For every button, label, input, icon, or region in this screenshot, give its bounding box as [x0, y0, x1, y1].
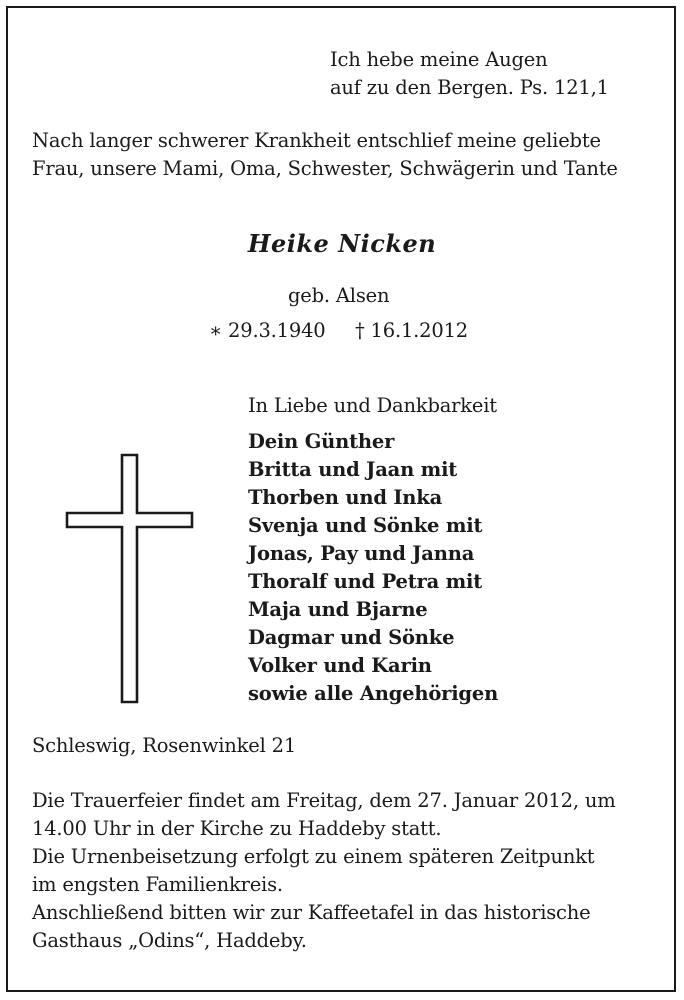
mourner-name: Svenja und Sönke mit: [248, 514, 483, 537]
intro-line-1: Nach langer schwerer Krankheit entschlief meine geliebte: [32, 129, 601, 152]
mourner-name: Jonas, Pay und Janna: [248, 542, 475, 565]
funeral-line-5: Anschließend bitten wir zur Kaffeetafel in das historische: [32, 901, 591, 924]
funeral-line-1: Die Trauerfeier findet am Freitag, dem 27. Januar 2012, um: [32, 789, 616, 812]
funeral-line-6: Gasthaus „Odins“, Haddeby.: [32, 929, 307, 952]
mourners-heading: In Liebe und Dankbarkeit: [248, 394, 497, 417]
mourner-name: Dagmar und Sönke: [248, 626, 455, 649]
mourner-name: Britta und Jaan mit: [248, 458, 458, 481]
mourner-name: sowie alle Angehörigen: [248, 682, 499, 705]
funeral-line-4: im engsten Familienkreis.: [32, 873, 283, 896]
funeral-line-3: Die Urnenbeisetzung erfolgt zu einem späteren Zeitpunkt: [32, 845, 595, 868]
mourner-name: Dein Günther: [248, 430, 395, 453]
funeral-line-2: 14.00 Uhr in der Kirche zu Haddeby statt.: [32, 817, 442, 840]
deceased-name: Heike Nicken: [247, 229, 437, 258]
verse-line-1: Ich hebe meine Augen: [330, 48, 548, 71]
address: Schleswig, Rosenwinkel 21: [32, 734, 297, 757]
verse-line-2: auf zu den Bergen. Ps. 121,1: [330, 76, 609, 99]
mourner-name: Thorben und Inka: [248, 486, 442, 509]
mourner-name: Thoralf und Petra mit: [248, 570, 483, 593]
intro-line-2: Frau, unsere Mami, Oma, Schwester, Schwägerin und Tante: [32, 157, 618, 180]
birth-name: geb. Alsen: [288, 284, 390, 307]
mourner-name: Volker und Karin: [248, 654, 432, 677]
birth-date: ∗ 29.3.1940: [209, 319, 326, 342]
death-date: † 16.1.2012: [355, 319, 468, 342]
cross-icon: [60, 450, 200, 710]
mourner-name: Maja und Bjarne: [248, 598, 428, 621]
